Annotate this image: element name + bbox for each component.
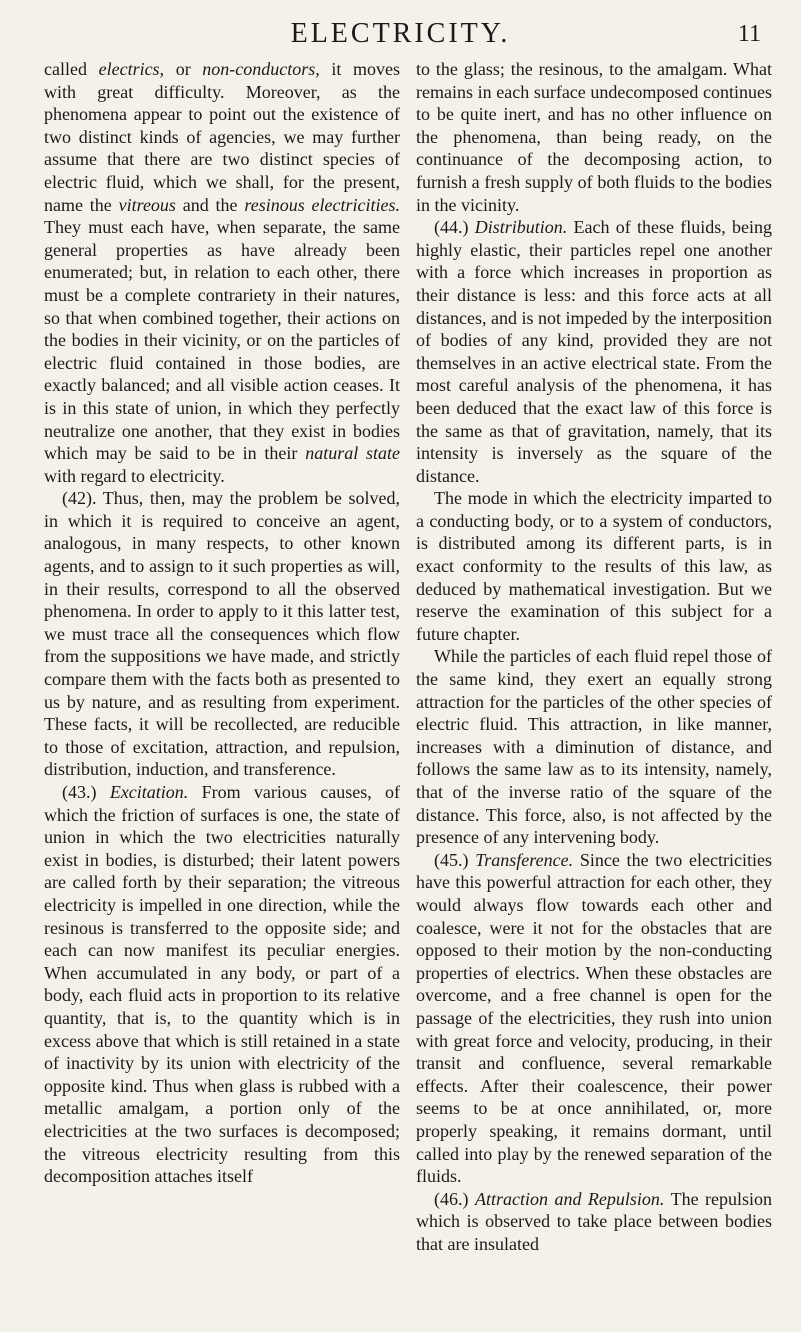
section-number: (44.): [434, 217, 469, 238]
text-run: or: [164, 59, 203, 79]
text-run: called: [44, 59, 99, 79]
paragraph: [416, 487, 772, 645]
running-title: ELECTRICITY.: [290, 18, 511, 49]
paragraph-text: From various causes, of which the friction of surfaces is one, the state of union in which the two electricities naturally exist in bodies, is disturbed; their latent powers are called forth by their separation; the vitreous electricity is impelled in one direction, while the resinous is transferred to the opposite side; and each can now manifest its peculiar energies. When accumulated in any body, or part of a body, each fluid acts in proportion to its relative quantity, that is, to the quantity which is in excess above that which is still retained in a state of inactivity by its union with electricity of the opposite kind. Thus when glass is rubbed with a metallic amalgam, a portion only of the electricities at the two surfaces is decomposed; the vitreous electricity resulting from this decomposition attaches itself: [44, 782, 401, 1187]
paragraph-text: The repulsion which is observed to take place between bodies that are insulated: [416, 1188, 773, 1254]
paragraph: [416, 58, 772, 216]
section-number: (45.): [434, 849, 469, 870]
running-head: [28, 14, 773, 54]
text-run: it moves with great difficulty. Moreover, as the phenomena appear to point out the existence of two distinct kinds of agencies, we may further assume that there are two distinct species of electric fluid, which we shall, for the present, name the: [44, 59, 400, 215]
paragraph-43: [44, 781, 400, 1188]
paragraph-44: [416, 216, 772, 487]
paragraph-text: to the glass; the resinous, to the amalgam. What remains in each surface undecomposed continues to be quite inert, and has no other influence on the phenomena, than being ready, on the continuance of the decomposing action, to furnish a fresh supply of both fluids to the bodies in the vicinity.: [416, 59, 772, 215]
section-title: Excitation.: [109, 782, 189, 802]
section-number: (43.): [62, 782, 97, 802]
paragraph-text: The mode in which the electricity imparted to a conducting body, or to a system of conductors, is distributed among its different parts, is in exact conformity to the results of this law, as deduced by mathematical investigation. But we reserve the examination of this subject for a future chapter.: [416, 488, 772, 644]
text-run: They must each have, when separate, the same general properties as have already been enumerated; but, in relation to each other, there must be a complete contrariety in their natures, so that when combined together, their actions on the bodies in their vicinity, or on the particles of electric fluid contained in those bodies, are exactly balanced; and all visible action ceases. It is in this state of union, in which they perfectly neutralize one another, that they exist in bodies which may be said to be in their: [44, 217, 400, 464]
paragraph: [44, 58, 400, 487]
section-title: Attraction and Repulsion.: [474, 1188, 665, 1209]
section-title: Transference.: [475, 849, 574, 870]
paragraph-text: While the particles of each fluid repel those of the same kind, they exert an equally strong attraction for the particles of the other species of electric fluid. This attraction, in like manner, increases with a diminution of distance, and follows the same law as to its intensity, namely, that of the inverse ratio of the square of the distance. This force, also, is not affected by the presence of any intervening body.: [416, 646, 772, 848]
text-run: with regard to electricity.: [44, 465, 225, 486]
paragraph-45: [416, 849, 772, 1188]
page-number: 11: [737, 21, 761, 47]
italic-term: vitreous: [118, 194, 176, 215]
paragraph-text: Each of these fluids, being highly elastic, their particles repel one another with a force which increases in proportion as their distance is less: and this force acts at all distances, and is not impeded by the interposition of bodies of any kind, provided they are not themselves in an active electrical state. From the most careful analysis of the phenomena, it has been deduced that the exact law of this force is the same as that of gravitation, namely, that its intensity is inversely as the square of the distance.: [416, 217, 773, 486]
paragraph-text: Since the two electricities have this powerful attraction for each other, they would always flow towards each other and coalesce, were it not for the obstacles that are opposed to their motion by the non-conducting properties of electrics. When these obstacles are overcome, and a free channel is open for the passage of the electricities, they rush into union with great force and velocity, producing, in their transit and confluence, several remarkable effects. After their coalescence, their power seems to be at once annihilated, or, more properly speaking, it remains dormant, until called into play by the renewed separation of the fluids.: [416, 849, 772, 1187]
text-run: and the: [175, 194, 245, 215]
section-number: (46.): [434, 1188, 469, 1209]
paragraph-42: [44, 487, 400, 781]
paragraph-text: Thus, then, may the problem be solved, in which it is required to conceive an agent, analogous, in many respects, to other known agents, and to assign to it such properties as will, in their results, correspond to all the observed phenomena. In order to apply to it this latter test, we must trace all the consequences which flow from the suppositions we have made, and strictly compare them with the facts both as presented to us by nature, and as resulting from experiment. These facts, it will be recollected, are reducible to those of excitation, attraction, and repulsion, distribution, induction, and transference.: [44, 488, 400, 780]
italic-term: natural state: [305, 443, 400, 464]
section-title: Distribution.: [474, 217, 568, 238]
italic-term: resinous electricities.: [244, 194, 400, 215]
paragraph-46: [416, 1188, 772, 1256]
section-number: (42).: [62, 488, 97, 509]
left-column: [44, 58, 400, 1188]
right-column: [416, 58, 772, 1255]
italic-term: electrics,: [98, 59, 165, 79]
paragraph: [416, 645, 772, 848]
italic-term: non-conductors,: [202, 59, 320, 79]
